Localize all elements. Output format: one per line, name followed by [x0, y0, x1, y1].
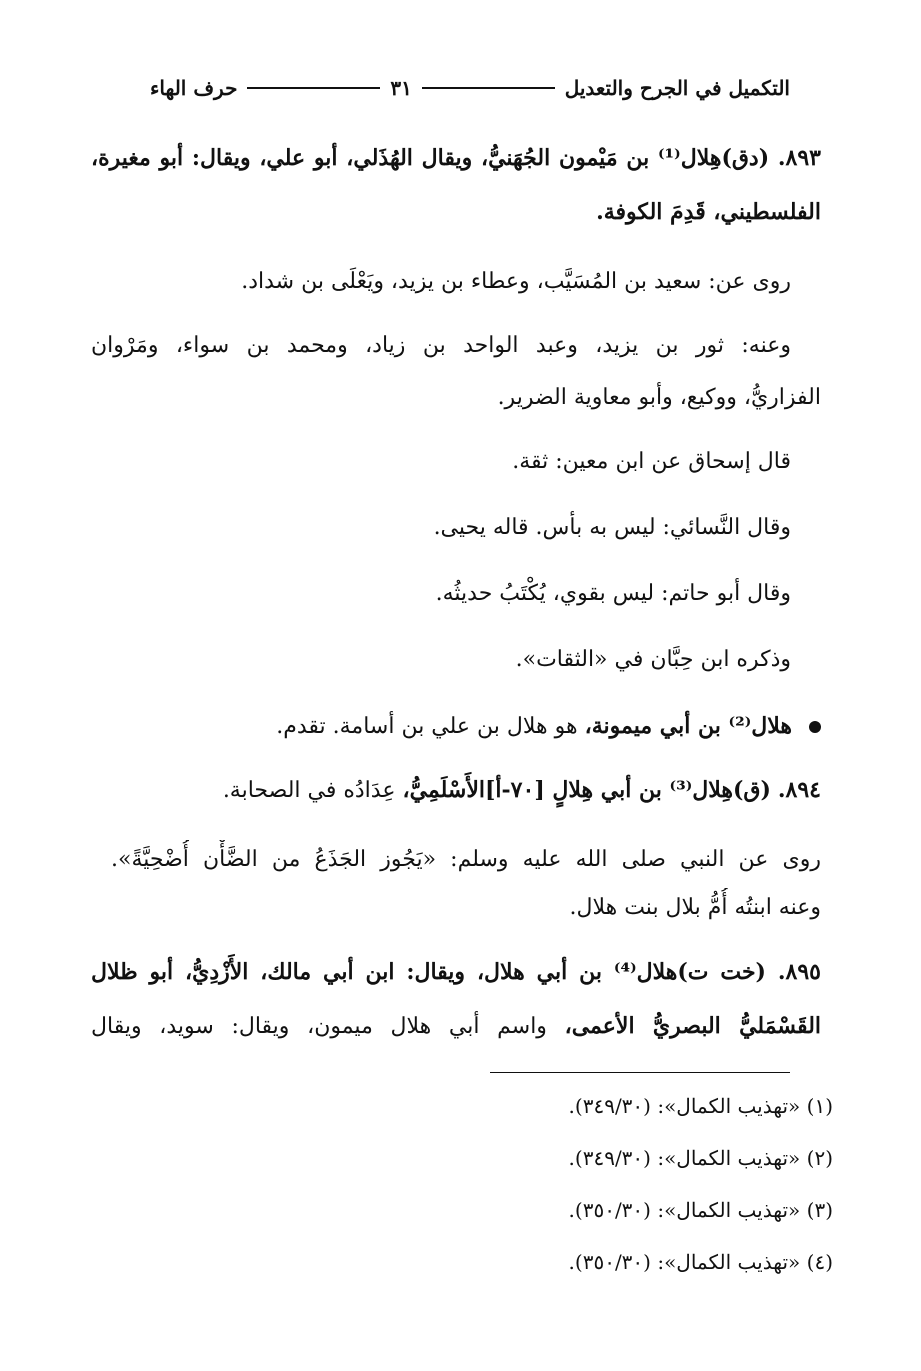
bullet-icon — [809, 721, 821, 733]
entry-893-opinion-1: قال إسحاق عن ابن معين: ثقة. — [512, 449, 791, 474]
entry-heading: (خت ت)هلال⁽⁴⁾ بن أبي هلال، ويقال: ابن أبي مالك، الأَزْدِيُّ، أبو ظلال — [91, 959, 766, 985]
entry-number: ٨٩٥. — [777, 959, 821, 985]
entry-893-opinion-3: وقال أبو حاتم: ليس بقوي، يُكْتَبُ حديثُه. — [435, 581, 791, 606]
header-dash — [247, 87, 380, 89]
entry-893-opinion-2: وقال النَّسائي: ليس به بأس. قاله يحيى. — [433, 515, 791, 540]
entry-note: واسم أبي هلال ميمون، ويقال: سويد، ويقال — [91, 1014, 547, 1039]
entry-893-line-2: الفلسطيني، قَدِمَ الكوفة. — [596, 199, 821, 225]
footnote-divider — [490, 1072, 790, 1073]
entry-893-line-1 — [91, 138, 821, 178]
cross-reference-text: هو هلال بن علي بن أسامة. تقدم. — [276, 714, 578, 739]
entry-number: ٨٩٤. — [777, 777, 821, 803]
entry-name: (ق)هِلال⁽³⁾ بن أبي هِلالٍ [٧٠-أ]الأَسْلَمِيُّ، — [402, 777, 771, 803]
cross-reference-entry — [91, 706, 821, 746]
entry-894-hadith: روى عن النبي صلى الله عليه وسلم: «يَجُوز الجَذَعُ من الضَّأْن أُضْحِيَّةً». — [111, 847, 821, 872]
page-number: ٣١ — [390, 76, 412, 100]
entry-893-opinion-4: وذكره ابن حِبَّان في «الثقات». — [515, 647, 791, 672]
entry-895-line-2 — [91, 1006, 821, 1046]
entry-893-narrators-to-1: وعنه: ثور بن يزيد، وعبد الواحد بن زياد، ومحمد بن سواء، ومَرْوان — [91, 333, 791, 358]
footnote-2: (٢) «تهذيب الكمال»: (٣٤٩/٣٠). — [568, 1146, 833, 1170]
running-header — [150, 68, 790, 108]
entry-note: عِدَادُه في الصحابة. — [222, 778, 396, 803]
footnote-1: (١) «تهذيب الكمال»: (٣٤٩/٣٠). — [568, 1094, 833, 1118]
entry-894-heading — [91, 770, 821, 810]
header-dash — [422, 87, 555, 89]
entry-heading: (دق)هِلال⁽¹⁾ بن مَيْمون الجُهَنيُّ، ويقال الهُذَلي، أبو علي، ويقال: أبو مغيرة، — [91, 145, 770, 171]
entry-893-narrators-from: روى عن: سعيد بن المُسَيَّب، وعطاء بن يزيد، ويَعْلَى بن شداد. — [241, 269, 791, 294]
footnote-3: (٣) «تهذيب الكمال»: (٣٥٠/٣٠). — [568, 1198, 833, 1222]
footnote-4: (٤) «تهذيب الكمال»: (٣٥٠/٣٠). — [568, 1250, 833, 1274]
entry-number: ٨٩٣. — [777, 145, 821, 171]
entry-893-narrators-to-2: الفزاريُّ، ووكيع، وأبو معاوية الضرير. — [497, 385, 821, 410]
book-title: التكميل في الجرح والتعديل — [564, 76, 790, 100]
cross-reference-name: هلال⁽²⁾ بن أبي ميمونة، — [584, 713, 792, 739]
entry-895-line-1 — [91, 952, 821, 992]
section-title: حرف الهاء — [149, 76, 238, 100]
entry-894-narrator: وعنه ابنتُه أُمُّ بلال بنت هلال. — [569, 895, 821, 920]
entry-name-continued: القَسْمَليُّ البصريُّ الأعمى، — [564, 1013, 821, 1039]
